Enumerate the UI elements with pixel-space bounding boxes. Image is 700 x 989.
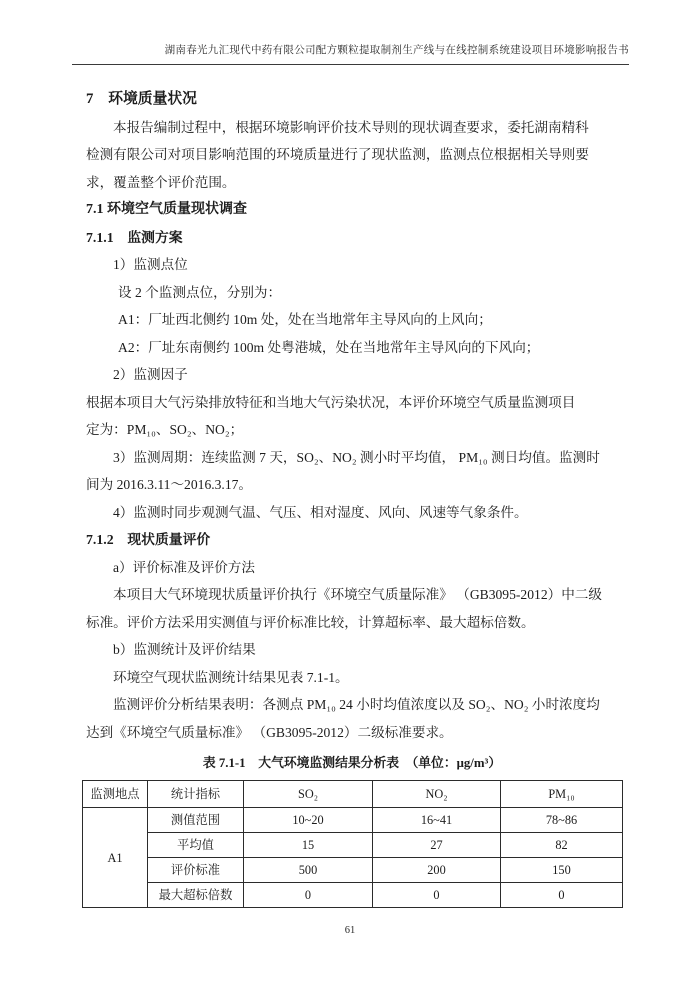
col-header-pm10: PM₁₀ <box>501 781 623 808</box>
value-cell: 10~20 <box>244 808 373 833</box>
site-cell: A1 <box>83 808 148 908</box>
header-title: 湖南春光九汇现代中药有限公司配方颗粒提取制剂生产线与在线控制系统建设项目环境影响报告书 <box>164 45 629 56</box>
line-standards-2: 标准。评价方法采用实测值与评价标准比较，计算超标率、最大超标倍数。 <box>86 614 535 630</box>
col-header-no2: NO₂ <box>373 781 501 808</box>
heading-section-7: 7 环境质量状况 <box>86 91 197 107</box>
heading-section-7-1: 7.1 环境空气质量现状调查 <box>86 202 247 217</box>
line-point-a2: A2：厂址东南侧约 100m 处粤港城，处在当地常年主导风向的下风向； <box>118 339 540 355</box>
para-intro-line-1: 本报告编制过程中，根据环境影响评价技术导则的现状调查要求，委托湖南精科 <box>113 119 589 135</box>
item-meteorology: 4）监测时同步观测气温、气压、相对湿度、风向、风速等气象条件。 <box>113 504 528 520</box>
line-points-intro: 设 2 个监测点位，分别为： <box>118 284 282 300</box>
col-header-site: 监测地点 <box>83 781 148 808</box>
page-number: 61 <box>344 925 356 936</box>
table-title: 表 7.1-1 大气环境监测结果分析表 （单位：μg/m³） <box>202 756 502 770</box>
value-cell: 500 <box>244 858 373 883</box>
line-factors-2: 定为：PM₁₀、SO₂、NO₂； <box>86 422 244 437</box>
document-body <box>86 86 623 746</box>
line-stats-reference: 环境空气现状监测统计结果见表 7.1-1。 <box>113 669 349 685</box>
indicator-cell: 评价标准 <box>148 858 244 883</box>
value-cell: 0 <box>373 883 501 908</box>
heading-section-7-1-2: 7.1.2 现状质量评价 <box>86 532 211 547</box>
para-intro-line-2: 检测有限公司对项目影响范围的环境质量进行了现状监测，监测点位根据相关导则要 <box>86 147 589 162</box>
value-cell: 16~41 <box>373 808 501 833</box>
table-row <box>83 858 623 883</box>
table-header-row <box>83 781 623 808</box>
line-conclusion-1: 监测评价分析结果表明：各测点 PM₁₀ 24 小时均值浓度以及 SO₂、NO₂ 小时浓度均 <box>113 697 600 712</box>
value-cell: 15 <box>244 833 373 858</box>
heading-section-7-1-1: 7.1.1 监测方案 <box>86 229 183 245</box>
table-row <box>83 833 623 858</box>
value-cell: 150 <box>501 858 623 883</box>
value-cell: 0 <box>244 883 373 908</box>
indicator-cell: 平均值 <box>148 833 244 858</box>
para-intro-line-3: 求，覆盖整个评价范围。 <box>86 174 236 190</box>
value-cell: 78~86 <box>501 808 623 833</box>
col-header-indicator: 统计指标 <box>148 781 244 808</box>
value-cell: 200 <box>373 858 501 883</box>
item-a-standards: a）评价标准及评价方法 <box>113 559 255 575</box>
table-row <box>83 883 623 908</box>
col-header-so2: SO₂ <box>244 781 373 808</box>
page-footer <box>0 925 700 936</box>
value-cell: 0 <box>501 883 623 908</box>
indicator-cell: 测值范围 <box>148 808 244 833</box>
item-b-statistics: b）监测统计及评价结果 <box>113 642 256 657</box>
line-point-a1: A1：厂址西北侧约 10m 处，处在当地常年主导风向的上风向； <box>118 312 492 327</box>
indicator-cell: 最大超标倍数 <box>148 883 244 908</box>
line-period-dates: 间为 2016.3.11～2016.3.17。 <box>86 477 253 492</box>
item-monitoring-factors: 2）监测因子 <box>113 367 188 382</box>
line-standards-1: 本项目大气环境现状质量评价执行《环境空气质量际准》 （GB3095-2012）中二级 <box>113 587 602 602</box>
item-monitoring-points: 1）监测点位 <box>113 257 188 272</box>
value-cell: 82 <box>501 833 623 858</box>
line-factors-1: 根据本项目大气污染排放特征和当地大气污染状况，本评价环境空气质量监测项目 <box>86 394 576 410</box>
monitoring-results-table <box>82 780 623 908</box>
line-conclusion-2: 达到《环境空气质量标准》 （GB3095-2012）二级标准要求。 <box>86 724 453 740</box>
item-monitoring-period: 3）监测周期：连续监测 7 天，SO₂、NO₂ 测小时平均值， PM₁₀ 测日均值。监测时 <box>113 449 600 465</box>
table-row <box>83 808 623 833</box>
value-cell: 27 <box>373 833 501 858</box>
page-header <box>72 44 629 65</box>
